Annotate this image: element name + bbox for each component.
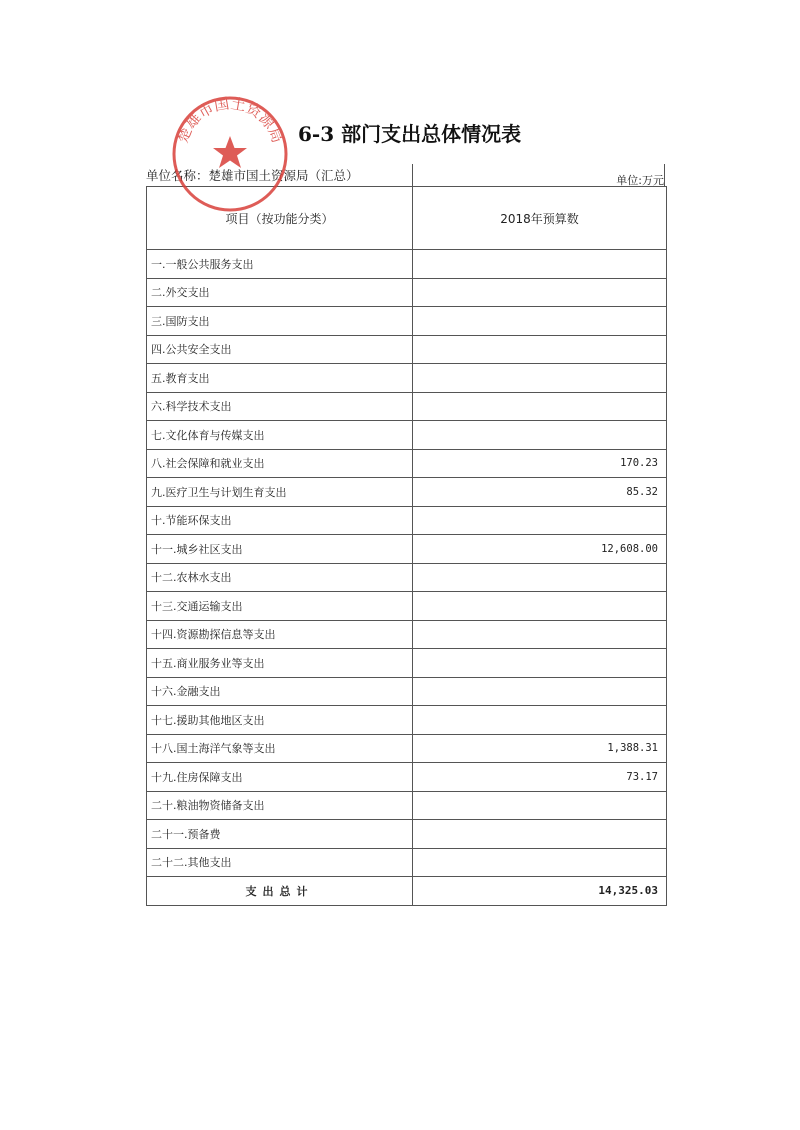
row-item: 七.文化体育与传媒支出 xyxy=(147,421,413,450)
row-value: 73.17 xyxy=(413,763,667,792)
row-value xyxy=(413,592,667,621)
row-item: 二十二.其他支出 xyxy=(147,848,413,877)
table-row xyxy=(147,820,667,849)
row-item: 十.节能环保支出 xyxy=(147,506,413,535)
total-value: 14,325.03 xyxy=(413,877,667,906)
table-row xyxy=(147,307,667,336)
row-value xyxy=(413,335,667,364)
row-item: 十七.援助其他地区支出 xyxy=(147,706,413,735)
table-row xyxy=(147,592,667,621)
row-item: 十六.金融支出 xyxy=(147,677,413,706)
table-row xyxy=(147,335,667,364)
seal-star xyxy=(213,136,247,168)
row-value xyxy=(413,820,667,849)
row-item: 二十一.预备费 xyxy=(147,820,413,849)
table-row xyxy=(147,734,667,763)
row-value xyxy=(413,706,667,735)
row-value xyxy=(413,250,667,279)
row-item: 九.医疗卫生与计划生育支出 xyxy=(147,478,413,507)
row-value: 1,388.31 xyxy=(413,734,667,763)
row-value xyxy=(413,307,667,336)
table-row xyxy=(147,848,667,877)
row-item: 十一.城乡社区支出 xyxy=(147,535,413,564)
table-row xyxy=(147,763,667,792)
row-value: 85.32 xyxy=(413,478,667,507)
table-row xyxy=(147,421,667,450)
table-row xyxy=(147,620,667,649)
table-row xyxy=(147,649,667,678)
row-item: 四.公共安全支出 xyxy=(147,335,413,364)
table-row xyxy=(147,478,667,507)
row-item: 十八.国土海洋气象等支出 xyxy=(147,734,413,763)
row-value xyxy=(413,278,667,307)
row-item: 六.科学技术支出 xyxy=(147,392,413,421)
row-value xyxy=(413,677,667,706)
table-top-right-border xyxy=(664,164,665,186)
row-item: 一.一般公共服务支出 xyxy=(147,250,413,279)
row-value xyxy=(413,421,667,450)
table-row xyxy=(147,250,667,279)
row-item: 八.社会保障和就业支出 xyxy=(147,449,413,478)
table-row xyxy=(147,677,667,706)
row-value xyxy=(413,649,667,678)
row-item: 十二.农林水支出 xyxy=(147,563,413,592)
row-item: 十九.住房保障支出 xyxy=(147,763,413,792)
row-item: 二.外交支出 xyxy=(147,278,413,307)
row-value xyxy=(413,791,667,820)
row-value: 170.23 xyxy=(413,449,667,478)
row-item: 二十.粮油物资储备支出 xyxy=(147,791,413,820)
row-value xyxy=(413,506,667,535)
row-value xyxy=(413,364,667,393)
row-item: 十四.资源勘探信息等支出 xyxy=(147,620,413,649)
header-budget: 2018年预算数 xyxy=(413,187,667,250)
table-row xyxy=(147,706,667,735)
header-item: 项目（按功能分类） xyxy=(147,187,413,250)
table-row xyxy=(147,364,667,393)
row-value xyxy=(413,392,667,421)
row-item: 五.教育支出 xyxy=(147,364,413,393)
row-value xyxy=(413,620,667,649)
row-item: 三.国防支出 xyxy=(147,307,413,336)
row-item: 十五.商业服务业等支出 xyxy=(147,649,413,678)
total-label: 支出总计 xyxy=(147,877,413,906)
unit-name: 单位名称：楚雄市国土资源局（汇总） xyxy=(146,168,359,183)
expenditure-table xyxy=(146,186,667,906)
table-row xyxy=(147,791,667,820)
table-top-divider xyxy=(412,164,413,186)
table-row xyxy=(147,278,667,307)
document-title: 6-3 部门支出总体情况表 xyxy=(298,122,522,146)
row-value: 12,608.00 xyxy=(413,535,667,564)
table-row xyxy=(147,449,667,478)
row-value xyxy=(413,848,667,877)
unit-label: 单位:万元 xyxy=(616,174,664,187)
table-row xyxy=(147,392,667,421)
seal-text: 楚雄市国土资源局 xyxy=(173,94,287,146)
row-value xyxy=(413,563,667,592)
table-row xyxy=(147,506,667,535)
table-row xyxy=(147,535,667,564)
table-row xyxy=(147,563,667,592)
total-row xyxy=(147,877,667,906)
table-header-row xyxy=(147,187,667,250)
row-item: 十三.交通运输支出 xyxy=(147,592,413,621)
